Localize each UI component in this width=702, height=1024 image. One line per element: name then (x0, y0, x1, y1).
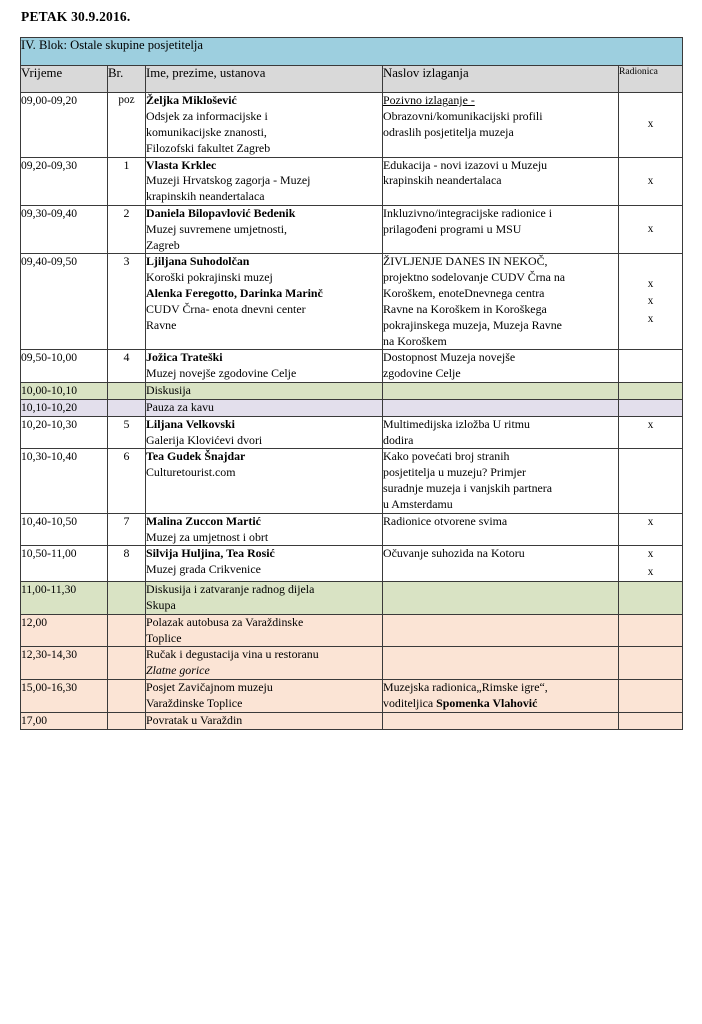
cell-radionica (619, 254, 683, 350)
text-line: krapinskih neandertalaca (383, 173, 502, 188)
table-row (21, 647, 683, 680)
text-line: Tea Gudek Šnajdar (146, 449, 246, 464)
text-line: Kako povećati broj stranih (383, 449, 510, 464)
text-line: Muzej novejše zgodovine Celje (146, 366, 297, 381)
text-line: Pauza za kavu (146, 399, 215, 414)
cell-vrijeme: 09,30-09,40 (21, 205, 108, 253)
column-header-br: Br. (108, 66, 146, 93)
table-row (21, 513, 683, 546)
text-line: Povratak u Varaždin (146, 712, 243, 727)
cell-ime-prezime-ustanova (146, 254, 383, 350)
cell-vrijeme: 15,00-16,30 (21, 680, 108, 713)
cell-naslov-izlaganja (383, 254, 619, 350)
text-line: krapinskih neandertalaca (146, 189, 265, 204)
text-line: Ravne na Koroškem in Koroškega (383, 301, 547, 316)
radionica-mark: x (647, 548, 654, 561)
cell-ime-prezime-ustanova (146, 582, 383, 615)
text-line: Ravne (146, 317, 177, 332)
text-line: voditeljica Spomenka Vlahović (383, 695, 538, 710)
text-line: Koroškem, enoteDnevnega centra (383, 286, 545, 301)
cell-vrijeme: 10,30-10,40 (21, 449, 108, 513)
cell-naslov-izlaganja (383, 712, 619, 729)
table-row (21, 416, 683, 449)
text-line: Alenka Feregotto, Darinka Marinč (146, 286, 323, 301)
table-row (21, 254, 683, 350)
cell-br (108, 383, 146, 400)
text-line: pokrajinskega muzeja, Muzeja Ravne (383, 317, 562, 332)
table-row (21, 383, 683, 400)
cell-naslov-izlaganja (383, 680, 619, 713)
column-header-vrijeme: Vrijeme (21, 66, 108, 93)
text-line: Ručak i degustacija vina u restoranu (146, 647, 319, 662)
text-line: Filozofski fakultet Zagreb (146, 140, 271, 155)
cell-ime-prezime-ustanova (146, 680, 383, 713)
text-line: komunikacijske znanosti, (146, 124, 267, 139)
text-line: Zlatne gorice (146, 663, 210, 678)
cell-br: 3 (108, 254, 146, 350)
text-line: Koroški pokrajinski muzej (146, 270, 273, 285)
schedule-table (20, 37, 683, 729)
cell-ime-prezime-ustanova (146, 157, 383, 205)
cell-br: 1 (108, 157, 146, 205)
cell-naslov-izlaganja (383, 350, 619, 383)
text-line: Varaždinske Toplice (146, 695, 243, 710)
radionica-mark: x (647, 312, 654, 325)
cell-ime-prezime-ustanova (146, 205, 383, 253)
radionica-mark: x (647, 295, 654, 308)
cell-vrijeme: 10,10-10,20 (21, 399, 108, 416)
cell-naslov-izlaganja (383, 582, 619, 615)
table-row (21, 680, 683, 713)
cell-ime-prezime-ustanova (146, 350, 383, 383)
cell-ime-prezime-ustanova (146, 93, 383, 157)
block-header-cell: IV. Blok: Ostale skupine posjetitelja (21, 38, 683, 66)
cell-radionica (619, 712, 683, 729)
text-line: zgodovine Celje (383, 366, 461, 381)
radionica-mark: x (647, 223, 654, 236)
text-line: Muzej grada Crikvenice (146, 562, 261, 577)
text-line: CUDV Črna- enota dnevni center (146, 301, 306, 316)
cell-ime-prezime-ustanova (146, 513, 383, 546)
text-line: na Koroškem (383, 333, 447, 348)
cell-ime-prezime-ustanova (146, 449, 383, 513)
text-line: Pozivno izlaganje - (383, 93, 475, 108)
cell-radionica (619, 546, 683, 582)
text-line: posjetitelja u muzeju? Primjer (383, 465, 526, 480)
cell-naslov-izlaganja (383, 416, 619, 449)
cell-vrijeme: 12,30-14,30 (21, 647, 108, 680)
text-line: suradnje muzeja i vanjskih partnera (383, 481, 553, 496)
cell-br: 6 (108, 449, 146, 513)
text-line: Galerija Klovićevi dvori (146, 432, 263, 447)
cell-ime-prezime-ustanova (146, 614, 383, 647)
table-row (21, 350, 683, 383)
cell-radionica (619, 449, 683, 513)
cell-vrijeme: 09,50-10,00 (21, 350, 108, 383)
cell-br: 4 (108, 350, 146, 383)
text-line: Muzej suvremene umjetnosti, (146, 221, 288, 236)
cell-br (108, 399, 146, 416)
cell-vrijeme: 12,00 (21, 614, 108, 647)
cell-radionica (619, 399, 683, 416)
cell-naslov-izlaganja (383, 449, 619, 513)
text-line: Toplice (146, 630, 182, 645)
cell-br: 7 (108, 513, 146, 546)
cell-radionica (619, 647, 683, 680)
cell-vrijeme: 09,20-09,30 (21, 157, 108, 205)
column-header-radionica: Radionica (619, 66, 683, 93)
cell-naslov-izlaganja (383, 93, 619, 157)
cell-br (108, 680, 146, 713)
radionica-mark: x (647, 565, 654, 578)
text-line: prilagođeni programi u MSU (383, 221, 522, 236)
table-row (21, 157, 683, 205)
cell-vrijeme: 10,40-10,50 (21, 513, 108, 546)
cell-br (108, 582, 146, 615)
cell-radionica (619, 350, 683, 383)
cell-br: 2 (108, 205, 146, 253)
cell-naslov-izlaganja (383, 614, 619, 647)
block-header-row (21, 38, 683, 66)
cell-vrijeme: 11,00-11,30 (21, 582, 108, 615)
text-line: Skupa (146, 597, 176, 612)
cell-br (108, 614, 146, 647)
cell-naslov-izlaganja (383, 513, 619, 546)
column-header-naslov-izlaganja: Naslov izlaganja (383, 66, 619, 93)
table-row (21, 93, 683, 157)
cell-ime-prezime-ustanova (146, 712, 383, 729)
text-line: ŽIVLJENJE DANES IN NEKOČ, (383, 254, 548, 269)
text-line: Obrazovni/komunikacijski profili (383, 109, 543, 124)
text-line: Silvija Huljina, Tea Rosić (146, 546, 275, 561)
text-line: Polazak autobusa za Varaždinske (146, 614, 304, 629)
text-line: Željka Miklošević (146, 93, 237, 108)
table-row (21, 546, 683, 582)
text-line: dodira (383, 432, 414, 447)
cell-radionica (619, 205, 683, 253)
cell-radionica (619, 383, 683, 400)
cell-naslov-izlaganja (383, 157, 619, 205)
cell-ime-prezime-ustanova (146, 399, 383, 416)
table-row (21, 614, 683, 647)
radionica-mark: x (647, 277, 654, 290)
table-row (21, 712, 683, 729)
cell-radionica (619, 416, 683, 449)
schedule-table-body (21, 38, 683, 729)
text-line: Dostopnost Muzeja novejše (383, 350, 516, 365)
cell-br: poz (108, 93, 146, 157)
page-title: PETAK 30.9.2016. (21, 9, 131, 24)
radionica-mark: x (647, 515, 654, 528)
cell-br: 8 (108, 546, 146, 582)
column-header-ime-prezime-ustanova: Ime, prezime, ustanova (146, 66, 383, 93)
radionica-mark: x (647, 174, 654, 187)
text-line: Diskusija i zatvaranje radnog dijela (146, 582, 315, 597)
text-line: Malina Zuccon Martić (146, 513, 261, 528)
cell-naslov-izlaganja (383, 383, 619, 400)
text-line-emphasis: Spomenka Vlahović (436, 695, 538, 710)
text-line: odraslih posjetitelja muzeja (383, 124, 514, 139)
cell-vrijeme: 09,00-09,20 (21, 93, 108, 157)
cell-radionica (619, 93, 683, 157)
table-row (21, 449, 683, 513)
cell-vrijeme: 10,20-10,30 (21, 416, 108, 449)
cell-naslov-izlaganja (383, 546, 619, 582)
text-line: Radionice otvorene svima (383, 513, 508, 528)
cell-vrijeme: 09,40-09,50 (21, 254, 108, 350)
text-line: projektno sodelovanje CUDV Črna na (383, 270, 566, 285)
cell-naslov-izlaganja (383, 205, 619, 253)
text-line: Muzeji Hrvatskog zagorja - Muzej (146, 173, 311, 188)
text-line: Inkluzivno/integracijske radionice i (383, 205, 553, 220)
table-row (21, 399, 683, 416)
text-line: Culturetourist.com (146, 465, 236, 480)
text-line: Ljiljana Suhodolčan (146, 254, 250, 269)
text-line: Edukacija - novi izazovi u Muzeju (383, 157, 548, 172)
cell-ime-prezime-ustanova (146, 416, 383, 449)
text-line: Vlasta Krklec (146, 157, 217, 172)
text-line: Očuvanje suhozida na Kotoru (383, 546, 525, 561)
text-line: Muzejska radionica„Rimske igre“, (383, 680, 548, 695)
text-line: Jožica Trateški (146, 350, 223, 365)
cell-naslov-izlaganja (383, 399, 619, 416)
text-line: u Amsterdamu (383, 496, 453, 511)
cell-br: 5 (108, 416, 146, 449)
column-header-row (21, 66, 683, 93)
text-line: Posjet Zavičajnom muzeju (146, 680, 273, 695)
table-row (21, 205, 683, 253)
text-line: Daniela Bilopavlović Bedenik (146, 205, 296, 220)
cell-vrijeme: 10,50-11,00 (21, 546, 108, 582)
cell-naslov-izlaganja (383, 647, 619, 680)
cell-radionica (619, 614, 683, 647)
cell-ime-prezime-ustanova (146, 383, 383, 400)
cell-radionica (619, 680, 683, 713)
cell-radionica (619, 582, 683, 615)
cell-vrijeme: 17,00 (21, 712, 108, 729)
text-line: Zagreb (146, 237, 180, 252)
cell-vrijeme: 10,00-10,10 (21, 383, 108, 400)
text-line: Liljana Velkovski (146, 416, 235, 431)
radionica-mark: x (647, 118, 654, 131)
text-line: Muzej za umjetnost i obrt (146, 529, 269, 544)
table-row (21, 582, 683, 615)
cell-ime-prezime-ustanova (146, 546, 383, 582)
cell-ime-prezime-ustanova (146, 647, 383, 680)
cell-radionica (619, 157, 683, 205)
text-line: Odsjek za informacijske i (146, 109, 268, 124)
cell-br (108, 647, 146, 680)
text-line: Diskusija (146, 383, 191, 398)
radionica-mark: x (647, 418, 654, 431)
cell-br (108, 712, 146, 729)
text-line: Multimedijska izložba U ritmu (383, 416, 530, 431)
cell-radionica (619, 513, 683, 546)
